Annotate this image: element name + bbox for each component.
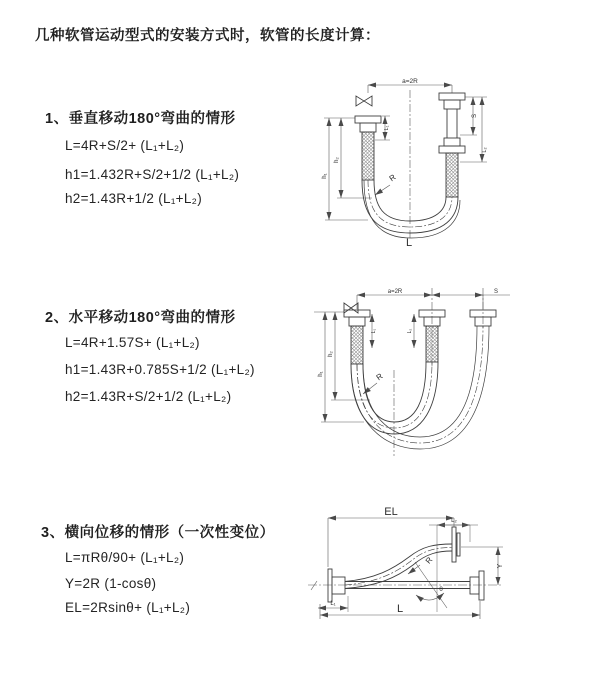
dim-label-h1: h₁ (322, 173, 328, 179)
dim-label-L2: L₂ (482, 147, 488, 153)
radius-leader (375, 185, 390, 195)
dim-label-L1: L₁ (371, 328, 377, 334)
nut (470, 577, 479, 594)
flange (355, 116, 381, 123)
dim-label-L2: L₂ (451, 518, 457, 524)
diagram-horizontal-180-bend (300, 282, 562, 474)
dimension-lines (314, 288, 510, 456)
diagram-labels (330, 506, 504, 615)
dim-label-S: S (493, 289, 499, 295)
radius-leader (408, 565, 420, 574)
nut (444, 100, 460, 109)
flange (479, 571, 484, 600)
dim-label-Y: Y (497, 563, 504, 569)
valve-icon (344, 303, 358, 313)
dim-label-L: L (396, 603, 404, 615)
dim-label-R: R (387, 172, 398, 184)
centerline-mark (311, 581, 317, 590)
section-1-formula-h2: h2=1.43R+1/2 (L₁+L₂) (65, 191, 203, 206)
dim-label-S: S (472, 113, 478, 119)
dim-label-h2: h₂ (328, 351, 334, 357)
braided-hose-end (426, 326, 438, 362)
diagram-vertical-180-bend (308, 76, 560, 254)
hose-upper-wall (345, 544, 452, 582)
braided-hose-end (362, 132, 374, 180)
braided-hose-end (446, 153, 458, 197)
hose-centerline (357, 362, 432, 428)
hose-inner-wall (374, 180, 446, 221)
dim-label-h1: h₁ (318, 371, 324, 377)
hose-moved-centerline (357, 326, 483, 443)
nut (444, 138, 460, 146)
nut (349, 317, 365, 326)
hose-drawing (328, 527, 484, 602)
dim-label-h2: h₂ (334, 157, 340, 163)
hose-outer-wall (351, 362, 438, 434)
dim-label-L: L (405, 237, 413, 249)
dim-label-L2: L₂ (407, 328, 413, 334)
diagram-labels (322, 78, 488, 249)
section-1-formula-L: L=4R+S/2+ (L₁+L₂) (65, 138, 185, 153)
dim-label-EL: EL (384, 506, 398, 518)
valve-icon (356, 96, 372, 106)
dim-label-a2r: a=2R (402, 78, 418, 85)
dim-label-L1: L₁ (384, 125, 390, 131)
dimension-lines (324, 85, 487, 238)
diagram-labels (318, 289, 498, 382)
dimension-lines (308, 518, 503, 619)
dim-label-L1: L₁ (330, 601, 336, 607)
section-2-formula-L: L=4R+1.57S+ (L₁+L₂) (65, 335, 200, 350)
flange (344, 310, 370, 317)
section-3-formula-EL: EL=2Rsinθ+ (L₁+L₂) (65, 600, 191, 615)
diagram-lateral-displacement (303, 500, 588, 658)
hose-inner-wall (363, 362, 426, 422)
section-2-formula-h2: h2=1.43R+S/2+1/2 (L₁+L₂) (65, 389, 232, 404)
section-3-formula-Y: Y=2R (1-cosθ) (65, 576, 157, 591)
flange (328, 569, 332, 602)
braided-hose-end (351, 326, 363, 364)
dim-label-theta: θ (439, 586, 443, 593)
section-2-formula-h1: h1=1.43R+0.785S+1/2 (L₁+L₂) (65, 362, 255, 377)
dim-label-R: R (423, 555, 435, 566)
flange-displaced (457, 533, 460, 556)
section-2-heading: 2、水平移动180°弯曲的情形 (45, 310, 236, 326)
nut (332, 577, 345, 594)
flange (439, 93, 465, 100)
nut (360, 123, 376, 132)
page-title: 几种软管运动型式的安装方式时，软管的长度计算： (35, 28, 380, 44)
angle-arc (416, 593, 444, 600)
dim-label-R: R (374, 371, 385, 383)
section-3-heading: 3、横向位移的情形（一次性变位） (41, 525, 275, 541)
dim-label-a2r: a=2R (387, 289, 403, 295)
flange (439, 146, 465, 153)
section-1-heading: 1、垂直移动180°弯曲的情形 (45, 111, 236, 127)
flange-displaced (452, 527, 456, 562)
hose-drawing (344, 303, 496, 449)
section-3-formula-L: L=πRθ/90+ (L₁+L₂) (65, 550, 185, 565)
section-1-formula-h1: h1=1.432R+S/2+1/2 (L₁+L₂) (65, 167, 240, 182)
